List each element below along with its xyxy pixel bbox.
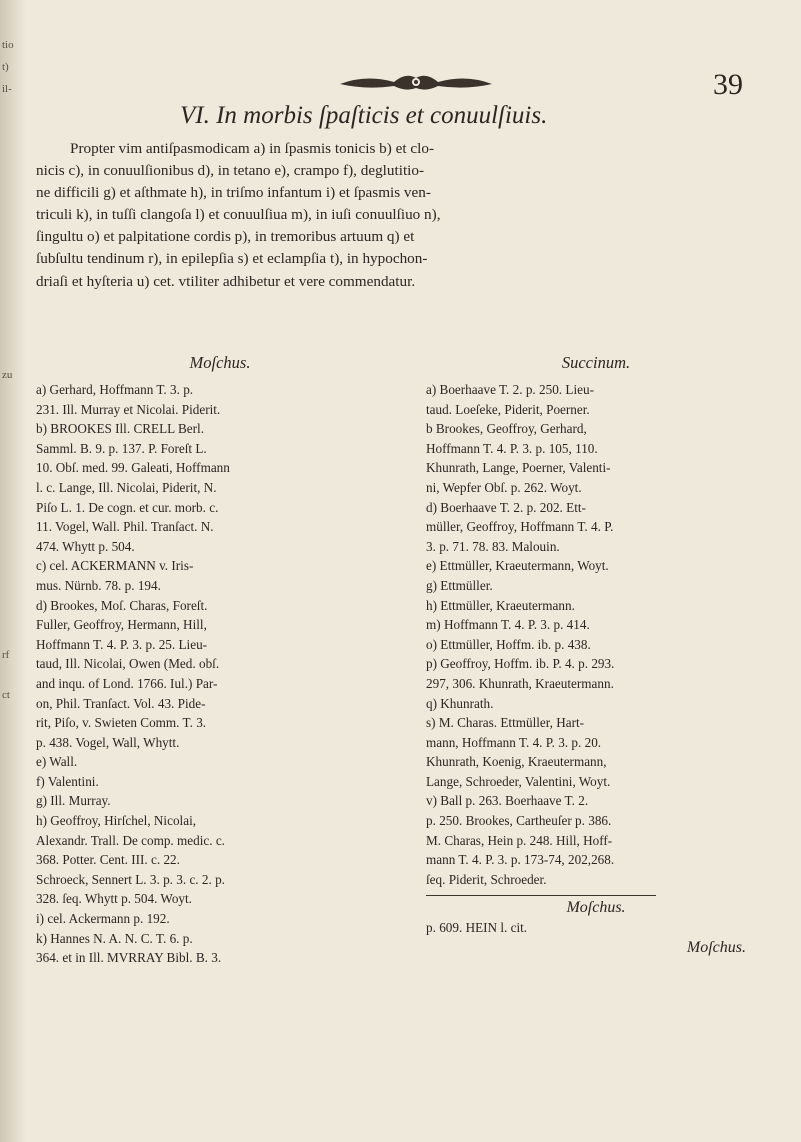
footnote-line: p. 609. HEIN l. cit.	[426, 920, 528, 936]
footnote-line: a) Gerhard, Hoffmann T. 3. p.	[36, 382, 194, 397]
intro-paragraph	[36, 138, 756, 293]
header-ornament-icon	[336, 70, 496, 94]
footnotes-left-column	[36, 352, 404, 968]
footnote-line: and inqu. of Lond. 1766. Iul.) Par-	[36, 675, 218, 691]
footnote-line: k) Hannes N. A. N. C. T. 6. p.	[36, 930, 193, 946]
footnote-line: Lange, Schroeder, Valentini, Woyt.	[426, 773, 611, 789]
footnote-line: Fuller, Geoffroy, Hermann, Hill,	[36, 617, 207, 633]
footnote-line: b Brookes, Geoffroy, Gerhard,	[426, 421, 587, 437]
footnote-line: Hoffmann T. 4. P. 3. p. 105, 110.	[426, 440, 598, 456]
page-gutter	[0, 0, 26, 1142]
footnote-line: d) Boerhaave T. 2. p. 202. Ett-	[426, 499, 586, 515]
footnote-line: 297, 306. Khunrath, Kraeutermann.	[426, 675, 614, 691]
footnote-line: g) Ill. Murray.	[36, 793, 111, 809]
gutter-fragment: il-	[2, 83, 12, 95]
footnote-line: ni, Wepfer Obſ. p. 262. Woyt.	[426, 479, 582, 495]
footnote-line: 368. Potter. Cent. III. c. 22.	[36, 852, 180, 868]
divider-rule	[426, 895, 656, 896]
footnote-line: 11. Vogel, Wall. Phil. Tranſact. N.	[36, 519, 214, 535]
footnote-line: 474. Whytt p. 504.	[36, 538, 135, 554]
footnote-line: a) Boerhaave T. 2. p. 250. Lieu-	[426, 382, 594, 397]
gutter-fragment: zu	[2, 369, 13, 381]
intro-line: nicis c), in conuulſionibus d), in tetano e), crampo f), deglutitio-	[36, 162, 425, 180]
footnote-line: mus. Nürnb. 78. p. 194.	[36, 577, 161, 593]
intro-line: Propter vim antiſpasmodicam a) in ſpasmis tonicis b) et clo-	[70, 140, 435, 157]
intro-line: driaſi et hyſteria u) cet. vtiliter adhibetur et vere commendatur.	[36, 272, 416, 290]
footnote-line: p) Geoffroy, Hoffm. ib. P. 4. p. 293.	[426, 656, 615, 672]
footnote-line: on, Phil. Tranſact. Vol. 43. Pide-	[36, 695, 206, 711]
footnote-line: M. Charas, Hein p. 248. Hill, Hoff-	[426, 832, 613, 848]
footnote-line: Khunrath, Lange, Poerner, Valenti-	[426, 460, 611, 476]
footnote-line: müller, Geoffroy, Hoffmann T. 4. P.	[426, 519, 614, 535]
footnote-line: g) Ettmüller.	[426, 577, 493, 593]
footnote-line: e) Wall.	[36, 754, 78, 770]
section-heading: VI. In morbis ſpaſticis et conuulſiuis.	[180, 102, 548, 129]
footnote-line: v) Ball p. 263. Boerhaave T. 2.	[426, 793, 589, 809]
footnote-line: 364. et in Ill. MVRRAY Bibl. B. 3.	[36, 950, 222, 966]
footnote-line: Piſo L. 1. De cogn. et cur. morb. c.	[36, 499, 219, 515]
footnote-line: e) Ettmüller, Kraeutermann, Woyt.	[426, 558, 609, 574]
intro-line: triculi k), in tuſſi clangoſa l) et conuulſiua m), in iuſi conuulſiuo n),	[36, 206, 441, 224]
gutter-fragment: t)	[2, 61, 9, 73]
footnote-line: taud, Ill. Nicolai, Owen (Med. obſ.	[36, 656, 220, 672]
footnote-line: o) Ettmüller, Hoffm. ib. p. 438.	[426, 636, 591, 652]
footnote-line: Samml. B. 9. p. 137. P. Foreſt L.	[36, 440, 207, 456]
intro-line: ſingultu o) et palpitatione cordis p), in tremoribus artuum q) et	[36, 228, 415, 246]
footnote-line: p. 438. Vogel, Wall, Whytt.	[36, 734, 180, 750]
footnote-line: p. 250. Brookes, Cartheuſer p. 386.	[426, 813, 612, 829]
footnote-line: 328. ſeq. Whytt p. 504. Woyt.	[36, 891, 192, 907]
footnote-line: ſeq. Piderit, Schroeder.	[426, 871, 547, 887]
gutter-fragment: tio	[2, 39, 14, 51]
catchword: Moſchus.	[686, 938, 746, 956]
footnote-line: c) cel. ACKERMANN v. Iris-	[36, 558, 194, 574]
page-number: 39	[713, 68, 743, 101]
footnote-line: q) Khunrath.	[426, 695, 494, 711]
footnote-line: 231. Ill. Murray et Nicolai. Piderit.	[36, 401, 221, 417]
sub-heading-moschus: Moſchus.	[566, 899, 626, 917]
footnote-line: b) BROOKES Ill. CRELL Berl.	[36, 421, 205, 437]
right-footnote-lines	[426, 380, 766, 889]
intro-line: ſubſultu tendinum r), in epilepſia s) et eclampſia t), in hypochon-	[36, 250, 428, 268]
footnote-line: Schroeck, Sennert L. 3. p. 3. c. 2. p.	[36, 871, 225, 887]
footnote-line: taud. Loeſeke, Piderit, Poerner.	[426, 401, 590, 417]
footnote-line: rit, Piſo, v. Swieten Comm. T. 3.	[36, 715, 207, 731]
footnote-line: 3. p. 71. 78. 83. Malouin.	[426, 538, 560, 554]
footnote-line: h) Ettmüller, Kraeutermann.	[426, 597, 575, 613]
footnote-line: h) Geoffroy, Hirſchel, Nicolai,	[36, 813, 197, 829]
gutter-fragment: rf	[2, 649, 10, 661]
footnote-line: l. c. Lange, Ill. Nicolai, Piderit, N.	[36, 479, 217, 495]
footnote-line: Alexandr. Trall. De comp. medic. c.	[36, 832, 225, 848]
footnote-line: m) Hoffmann T. 4. P. 3. p. 414.	[426, 617, 590, 633]
column-heading-moschus: Moſchus.	[189, 353, 251, 372]
footnote-line: s) M. Charas. Ettmüller, Hart-	[426, 715, 585, 731]
intro-line: ne difficili g) et aſthmate h), in triſmo infantum i) et ſpasmis ven-	[36, 184, 431, 202]
footnote-line: 10. Obſ. med. 99. Galeati, Hoffmann	[36, 460, 230, 476]
column-heading-succinum: Succinum.	[561, 353, 631, 372]
footnote-line: mann T. 4. P. 3. p. 173-74, 202,268.	[426, 852, 615, 868]
footnote-line: mann, Hoffmann T. 4. P. 3. p. 20.	[426, 734, 602, 750]
footnote-line: f) Valentini.	[36, 773, 99, 789]
left-footnote-lines	[36, 380, 404, 968]
footnote-line: d) Brookes, Moſ. Charas, Foreſt.	[36, 597, 208, 613]
footnote-line: i) cel. Ackermann p. 192.	[36, 911, 170, 927]
footnote-line: Hoffmann T. 4. P. 3. p. 25. Lieu-	[36, 636, 208, 652]
footnotes-right-column	[426, 352, 766, 957]
footnote-line: Khunrath, Koenig, Kraeutermann,	[426, 754, 607, 770]
gutter-fragment: ct	[2, 689, 10, 701]
